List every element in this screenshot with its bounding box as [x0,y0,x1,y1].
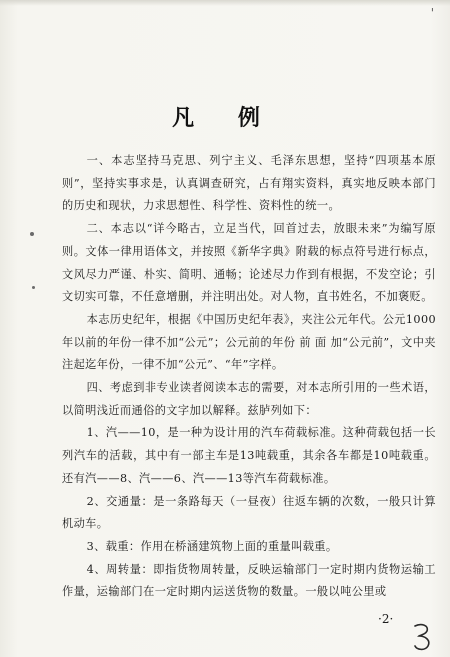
document-body [62,150,436,604]
paragraph: 2、交通量：是一条路每天（一昼夜）往返车辆的次数，一般只计算机动车。 [62,494,436,531]
scan-edge [0,0,450,6]
page-title: 凡 例 [172,105,278,131]
paragraph: 本志历史纪年，根据《中国历史纪年表》，夹注公元年代。公元1000年以前的年份一律不加“公元”；公元前的年份 前 面 加“公元前”，文中夹注起迄年份，一律不加“公元”、“年”字样。 [62,312,436,372]
paragraph: 1、汽——10，是一种为设计用的汽车荷载标准。这种荷载包括一长列汽车的活载，其中有一部主车是13吨载重，其余各车都是10吨载重。还有汽——8、汽——6、汽——13等汽车荷载标准。 [62,426,436,485]
paragraph: 二、本志以“详今略古，立足当代，回首过去，放眼未来”为编写原则。文体一律用语体文，并按照《新华字典》附载的标点符号进行标点，文风尽力严谨、朴实、简明、通畅；论述尽力作到有根据，不发空论；引文切实可靠，不任意增删，并注明出处。对人物，直书姓名，不加褒贬。 [62,222,436,304]
scan-spot [32,286,35,289]
paragraph: 4、周转量：即指货物周转量，反映运输部门一定时期内货物运输工作量，运输部门在一定时期内运送货物的数量。一般以吨公里或 [62,562,436,599]
scan-spot [30,232,34,236]
paragraph: 四、考虑到非专业读者阅读本志的需要，对本志所引用的一些术语，以简明浅近而通俗的文字加以解释。兹胪列如下： [62,381,436,417]
corner-mark: ' [430,6,434,20]
page-number: ·2· [378,612,394,626]
paragraph: 一、本志坚持马克思、列宁主义、毛泽东思想，坚持“四项基本原则”，坚持实事求是，认真调查研究，占有翔实资料，真实地反映本部门的历史和现状，力求思想性、科学性、资料性的统一。 [62,154,436,213]
handwritten-page-mark-icon [412,622,434,652]
paragraph: 3、载重：作用在桥涵建筑物上面的重量叫载重。 [86,539,338,553]
